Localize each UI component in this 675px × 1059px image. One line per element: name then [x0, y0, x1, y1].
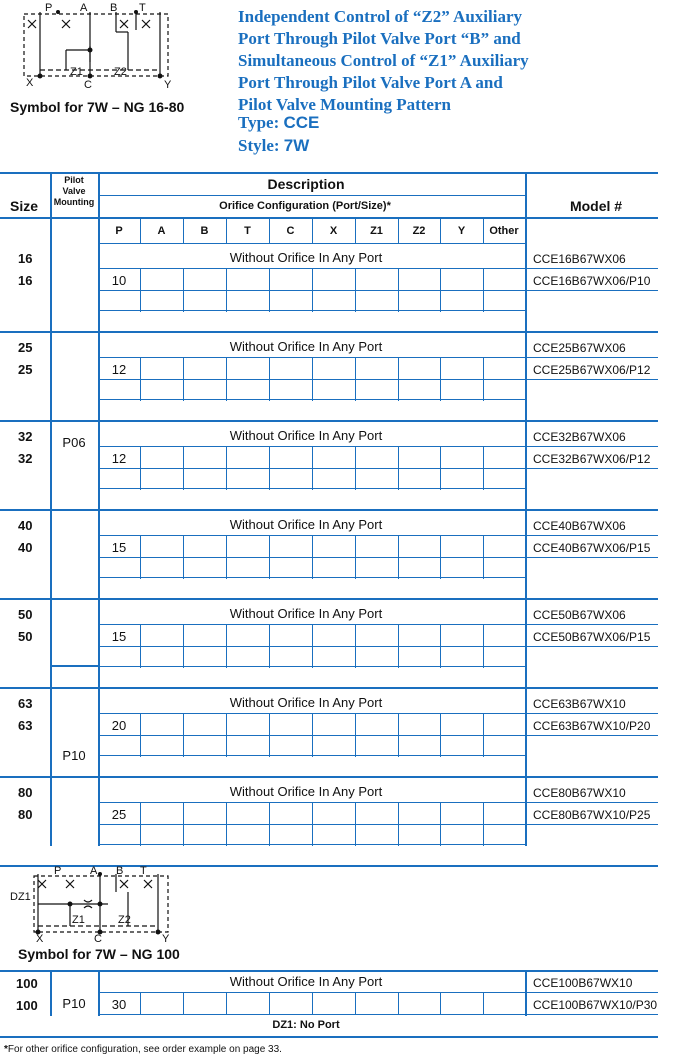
footnote-text: For other orifice configuration, see order example on page 33. [7, 1044, 282, 1055]
type-label: Type: [238, 113, 280, 132]
port-header-divider [312, 218, 313, 244]
group-size-rule [0, 331, 50, 333]
row-rule [98, 624, 658, 625]
cell-divider [140, 992, 141, 1014]
title-line-1: Independent Control of “Z2” Auxiliary [238, 7, 523, 26]
row-rule [98, 468, 658, 469]
description-subrule [98, 195, 525, 196]
size-50-a: 50 [18, 607, 33, 622]
type-value: CCE [283, 113, 320, 132]
group-bottom-rule [0, 331, 658, 333]
cell-divider [483, 802, 484, 846]
title-line-5: Pilot Valve Mounting Pattern [238, 95, 451, 114]
cell-divider [355, 446, 356, 490]
cell-divider [269, 268, 270, 312]
cell-divider [140, 357, 141, 401]
port-header-z2: Z2 [412, 225, 426, 237]
size-40-b: 40 [18, 540, 33, 555]
model-number: CCE80B67WX10/P25 [533, 808, 651, 822]
cell-divider [183, 268, 184, 312]
group-bottom-rule [0, 598, 658, 600]
group-bottom-rule [0, 420, 658, 422]
cell-divider [312, 624, 313, 668]
port-header-divider [483, 218, 484, 244]
port-c-label-2: C [94, 933, 102, 945]
model-number: CCE100B67WX10/P30 [533, 998, 658, 1012]
port-x-label-2: X [36, 933, 44, 945]
header-orifice-config: Orifice Configuration (Port/Size)* [219, 200, 391, 212]
cell-divider [269, 802, 270, 846]
ng100-row-rule [98, 992, 658, 993]
size-25-b: 25 [18, 362, 33, 377]
cell-divider [140, 446, 141, 490]
footnote-star: * [4, 1044, 8, 1055]
group-size-rule [0, 776, 50, 778]
row-rule [98, 446, 658, 447]
size-col-divider-top [50, 172, 52, 218]
p-orifice-value: 10 [111, 273, 127, 288]
cell-divider [226, 446, 227, 490]
cell-divider [355, 268, 356, 312]
cell-divider [440, 802, 441, 846]
cell-divider [440, 357, 441, 401]
port-header-other: Other [489, 225, 519, 237]
cell-divider [355, 357, 356, 401]
hydraulic-symbol-ng100 [8, 866, 178, 944]
without-orifice-text: Without Orifice In Any Port [229, 974, 383, 989]
p-orifice-value: 12 [111, 362, 127, 377]
cell-divider [226, 624, 227, 668]
model-number: CCE32B67WX06/P12 [533, 452, 651, 466]
cell-divider [398, 802, 399, 846]
port-header-y: Y [457, 225, 466, 237]
cell-divider [226, 535, 227, 579]
cell-divider [440, 992, 441, 1014]
ng100-bottom-rule [0, 1036, 658, 1038]
title-line-3: Simultaneous Control of “Z1” Auxiliary [238, 51, 529, 70]
row-rule [98, 557, 658, 558]
model-number: CCE40B67WX06 [533, 519, 626, 533]
port-header-x: X [329, 225, 338, 237]
size-80-a: 80 [18, 785, 33, 800]
row-rule [98, 824, 658, 825]
model-number: CCE63B67WX10 [533, 697, 626, 711]
without-orifice-text: Without Orifice In Any Port [229, 339, 383, 354]
cell-divider [355, 624, 356, 668]
cell-divider [269, 535, 270, 579]
cell-divider [140, 713, 141, 757]
symbol-diagram-2 [8, 866, 178, 944]
port-header-t: T [244, 225, 251, 237]
port-header-a: A [157, 225, 166, 237]
port-header-c: C [286, 225, 295, 237]
group-size-rule [0, 687, 50, 689]
pilot-col-left-border [50, 218, 52, 846]
cell-divider [355, 802, 356, 846]
size-40-a: 40 [18, 518, 33, 533]
row-rule [98, 290, 658, 291]
row-rule [98, 357, 658, 358]
size-50-b: 50 [18, 629, 33, 644]
cell-divider [312, 446, 313, 490]
cell-divider [269, 713, 270, 757]
row-rule [98, 379, 658, 380]
cell-divider [312, 357, 313, 401]
size-16-b: 16 [18, 273, 33, 288]
model-number: CCE50B67WX06/P15 [533, 630, 651, 644]
port-header-divider [355, 218, 356, 244]
cell-divider [226, 802, 227, 846]
cell-divider [398, 624, 399, 668]
port-c-label: C [84, 79, 92, 91]
style-value: 7W [283, 136, 310, 155]
port-b-label: B [110, 2, 118, 14]
port-x-label: X [26, 77, 34, 89]
cell-divider [312, 268, 313, 312]
p-orifice-value: 15 [111, 540, 127, 555]
cell-divider [269, 992, 270, 1014]
port-a-label: A [80, 2, 88, 14]
port-header-b: B [200, 225, 209, 237]
cell-divider [183, 992, 184, 1014]
cell-divider [312, 802, 313, 846]
ng100-col-divider [50, 970, 52, 1016]
without-orifice-text: Without Orifice In Any Port [229, 784, 383, 799]
cell-divider [312, 535, 313, 579]
header-pilot: Pilot [64, 175, 84, 185]
group-size-rule [0, 598, 50, 600]
without-orifice-text: Without Orifice In Any Port [229, 517, 383, 532]
row-rule [98, 802, 658, 803]
port-header-z1: Z1 [370, 225, 383, 237]
cell-divider [440, 268, 441, 312]
group-bottom-rule [0, 509, 658, 511]
size-25-a: 25 [18, 340, 33, 355]
model-number: CCE63B67WX10/P20 [533, 719, 651, 733]
port-header-divider [440, 218, 441, 244]
cell-divider [183, 535, 184, 579]
model-number: CCE16B67WX06/P10 [533, 274, 651, 288]
size-16-a: 16 [18, 251, 33, 266]
row-rule [98, 713, 658, 714]
cell-divider [398, 446, 399, 490]
size-63-a: 63 [18, 696, 33, 711]
port-y-label-2: Y [162, 933, 170, 945]
without-orifice-text: Without Orifice In Any Port [229, 606, 383, 621]
without-orifice-text: Without Orifice In Any Port [229, 428, 383, 443]
port-header-divider [140, 218, 141, 244]
cell-divider [483, 535, 484, 579]
model-number: CCE50B67WX06 [533, 608, 626, 622]
cell-divider [355, 535, 356, 579]
ng100-col-divider [98, 970, 100, 1016]
title-line-2: Port Through Pilot Valve Port “B” and [238, 29, 521, 48]
cell-divider [483, 268, 484, 312]
pilot-col-divider-top [98, 172, 100, 218]
cell-divider [183, 713, 184, 757]
p-orifice-value: 15 [111, 629, 127, 644]
cell-divider [226, 992, 227, 1014]
size-32-a: 32 [18, 429, 33, 444]
cell-divider [440, 446, 441, 490]
ng100-size-b: 100 [16, 998, 38, 1013]
ng100-col-divider [525, 970, 527, 1016]
model-number: CCE100B67WX10 [533, 976, 633, 990]
header-mounting: Mounting [53, 197, 95, 207]
row-rule [98, 735, 658, 736]
row-rule [98, 646, 658, 647]
port-b-label-2: B [116, 865, 124, 877]
cell-divider [483, 992, 484, 1014]
cell-divider [312, 713, 313, 757]
cell-divider [226, 357, 227, 401]
port-t-label-2: T [140, 865, 147, 877]
size-63-b: 63 [18, 718, 33, 733]
size-32-b: 32 [18, 451, 33, 466]
size-80-b: 80 [18, 807, 33, 822]
group-size-rule [0, 509, 50, 511]
model-number: CCE80B67WX10 [533, 786, 626, 800]
ng100-p-value: 30 [111, 997, 127, 1012]
mounting-separator [50, 665, 100, 667]
cell-divider [140, 535, 141, 579]
model-number: CCE16B67WX06 [533, 252, 626, 266]
header-valve: Valve [62, 186, 86, 196]
cell-divider [398, 268, 399, 312]
cell-divider [398, 992, 399, 1014]
cell-divider [355, 713, 356, 757]
port-a-label-2: A [90, 865, 98, 877]
header-size: Size [10, 198, 39, 214]
port-header-divider [398, 218, 399, 244]
cell-divider [183, 624, 184, 668]
cell-divider [398, 535, 399, 579]
header-description: Description [267, 176, 345, 192]
cell-divider [312, 992, 313, 1014]
port-dz1-label: DZ1 [10, 891, 31, 903]
row-rule [98, 268, 658, 269]
cell-divider [140, 268, 141, 312]
cell-divider [398, 713, 399, 757]
cell-divider [183, 446, 184, 490]
cell-divider [226, 713, 227, 757]
footnote [4, 1044, 282, 1055]
ng100-size-a: 100 [16, 976, 38, 991]
cell-divider [269, 446, 270, 490]
cell-divider [483, 624, 484, 668]
port-header-divider [269, 218, 270, 244]
p-orifice-value: 20 [111, 718, 127, 733]
port-p-label-2: P [54, 865, 62, 877]
cell-divider [440, 713, 441, 757]
symbol-caption-ng16-80: Symbol for 7W – NG 16-80 [10, 99, 185, 115]
port-z1-label-2: Z1 [72, 914, 85, 926]
model-col-left-border [525, 218, 527, 846]
port-header-p: P [115, 225, 123, 237]
without-orifice-text: Without Orifice In Any Port [229, 695, 383, 710]
cell-divider [440, 624, 441, 668]
port-t-label: T [139, 2, 146, 14]
header-model: Model # [569, 198, 623, 214]
port-header-divider [183, 218, 184, 244]
mounting-p06: P06 [62, 435, 86, 450]
ng100-note: DZ1: No Port [272, 1019, 340, 1031]
without-orifice-text: Without Orifice In Any Port [229, 250, 383, 265]
cell-divider [140, 624, 141, 668]
ng100-mounting: P10 [62, 996, 86, 1011]
pilot-col-right-border [98, 218, 100, 846]
cell-divider [483, 446, 484, 490]
p-orifice-value: 12 [111, 451, 127, 466]
cell-divider [140, 802, 141, 846]
title-line-4: Port Through Pilot Valve Port A and [238, 73, 503, 92]
port-z2-label-2: Z2 [118, 914, 131, 926]
model-number: CCE25B67WX06/P12 [533, 363, 651, 377]
mounting-p10: P10 [62, 748, 86, 763]
cell-divider [440, 535, 441, 579]
cell-divider [269, 624, 270, 668]
port-header-divider [226, 218, 227, 244]
group-bottom-rule [0, 687, 658, 689]
port-z2-label: Z2 [114, 66, 127, 78]
ng100-row-rule [98, 1014, 658, 1015]
group-bottom-rule [0, 776, 658, 778]
cell-divider [226, 268, 227, 312]
cell-divider [483, 357, 484, 401]
cell-divider [483, 713, 484, 757]
port-y-label: Y [164, 79, 172, 91]
model-number: CCE25B67WX06 [533, 341, 626, 355]
model-number: CCE40B67WX06/P15 [533, 541, 651, 555]
model-number: CCE32B67WX06 [533, 430, 626, 444]
symbol-caption-ng100: Symbol for 7W – NG 100 [18, 946, 180, 962]
cell-divider [269, 357, 270, 401]
group-size-rule [0, 420, 50, 422]
cell-divider [398, 357, 399, 401]
model-col-divider-top [525, 172, 527, 218]
cell-divider [183, 802, 184, 846]
port-p-label: P [45, 2, 53, 14]
cell-divider [183, 357, 184, 401]
p-orifice-value: 25 [111, 807, 127, 822]
row-rule [98, 535, 658, 536]
cell-divider [355, 992, 356, 1014]
style-label: Style: [238, 136, 280, 155]
port-z1-label: Z1 [70, 66, 83, 78]
